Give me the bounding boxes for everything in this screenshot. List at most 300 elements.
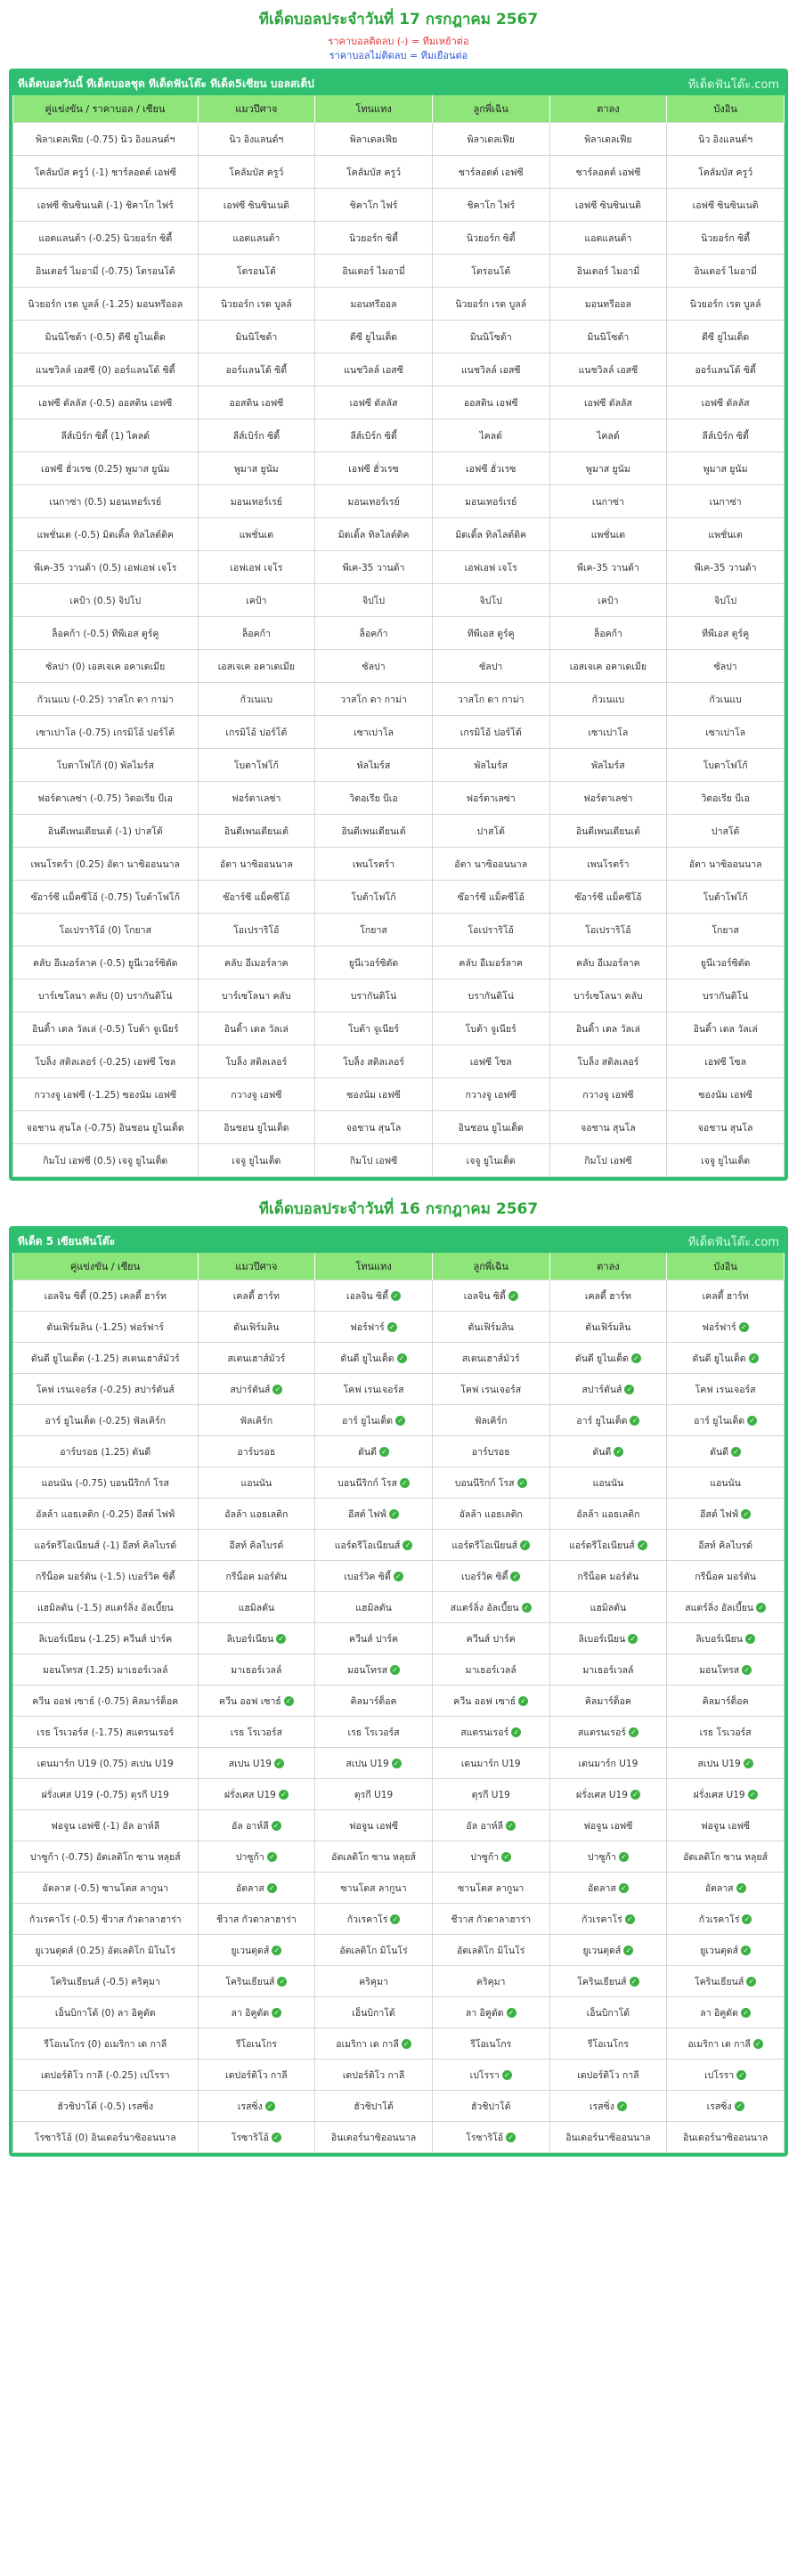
- table-row: [13, 222, 785, 255]
- pick-cell: [667, 123, 785, 156]
- pick-text: คลับ อีเมอร์ลาค: [459, 957, 523, 969]
- pick-cell: [315, 1144, 433, 1177]
- pick-text: ฟอจูน เอฟซี: [701, 1820, 751, 1832]
- pick-text: เปโรรา: [704, 2069, 735, 2081]
- pick-cell: [315, 1717, 433, 1748]
- match-text: ดันเฟิร์มลิน (-1.25) ฟอร์ฟาร์: [46, 1321, 165, 1333]
- table-body: [13, 123, 785, 1177]
- match-cell: [13, 1592, 199, 1623]
- pick-text: ปาซูก้า: [235, 1851, 264, 1863]
- match-cell: [13, 2122, 199, 2153]
- pick-text: ตุรกี U19: [354, 1789, 394, 1800]
- pick-cell: [432, 1499, 549, 1530]
- match-text: โอเปราริโอ้ (0) โกยาส: [59, 924, 151, 936]
- match-cell: [13, 419, 199, 452]
- legend-red-pre: ราคาบอลติดลบ: [328, 36, 397, 47]
- pick-text: โบต้า จูเนียร์: [347, 1023, 400, 1035]
- pick-text: วิตอเรีย บีเอ: [701, 792, 750, 804]
- pick-text: สปาร์ตันส์: [230, 1384, 271, 1395]
- pick-text: เปโรรา: [469, 2069, 500, 2081]
- pick-cell: [198, 2028, 315, 2060]
- pick-text: คริคุมา: [359, 1976, 388, 1987]
- pick-text: สเปน U19: [228, 1758, 272, 1769]
- check-circle-icon: ✓: [630, 1977, 639, 1987]
- pick-text: กรีน็อค มอร์ตัน: [577, 1571, 639, 1582]
- pick-cell: [432, 1654, 549, 1686]
- pick-cell: [432, 1841, 549, 1873]
- pick-text: เดปอร์ติโว กาลี: [342, 2069, 405, 2081]
- match-text: จอชาน สุนโล (-0.75) อินชอน ยูไนเต็ด: [26, 1122, 184, 1134]
- column-header-expert: ลูกพี่เฉิน: [432, 1253, 549, 1280]
- match-text: ฝรั่งเศส U19 (-0.75) ตุรกี U19: [41, 1789, 169, 1800]
- pick-text: แอนนัน: [592, 1477, 624, 1489]
- pick-cell: [315, 1012, 433, 1045]
- pick-cell: [315, 485, 433, 518]
- table-row: [13, 848, 785, 881]
- pick-cell: [667, 2091, 785, 2122]
- pick-text: โกยาส: [360, 924, 387, 936]
- check-circle-icon: ✓: [272, 2133, 281, 2142]
- pick-text: กัวเรคาโร่: [346, 1914, 388, 1925]
- pick-cell: [549, 353, 667, 386]
- check-circle-icon: ✓: [279, 1790, 289, 1800]
- pick-cell: [432, 353, 549, 386]
- pick-text: อาร์ ยูไนเต็ด: [694, 1415, 745, 1426]
- pick-text: ฟอจูน เอฟซี: [349, 1820, 398, 1832]
- pick-cell: [198, 1873, 315, 1904]
- pick-text: แนชวิลล์ เอสซี: [344, 364, 403, 376]
- pick-text: โบต้าโฟโก้: [703, 891, 748, 903]
- pick-cell: [549, 1045, 667, 1078]
- pick-cell: [198, 650, 315, 683]
- match-text: อาร์บรอธ (1.25) ดันดี: [60, 1446, 151, 1458]
- table-row: [13, 1810, 785, 1841]
- pick-text: จอชาน สุนโล: [581, 1122, 636, 1134]
- pick-text: แนชวิลล์ เอสซี: [578, 364, 638, 376]
- pick-text: เอลจิน ซิตี้: [346, 1290, 388, 1302]
- pick-text: อินเดอร์นาซิออนนาล: [565, 2132, 651, 2143]
- pick-cell: [198, 782, 315, 815]
- pick-text: จอชาน สุนโล: [346, 1122, 402, 1134]
- match-text: มอนโทรส (1.25) มาเธอร์เวลล์: [43, 1664, 168, 1676]
- legend-red-line: [9, 35, 788, 49]
- pick-cell: [198, 1841, 315, 1873]
- pick-cell: [667, 650, 785, 683]
- pick-cell: [432, 222, 549, 255]
- pick-text: ปาซูก้า: [587, 1851, 616, 1863]
- check-circle-icon: ✓: [736, 2070, 746, 2080]
- pick-cell: [432, 386, 549, 419]
- pick-text: สแตรนเรอร์: [460, 1727, 509, 1738]
- pick-text: เคป้า: [598, 595, 619, 606]
- column-header-expert: ตาลง: [549, 95, 667, 123]
- pick-text: จอชาน สุนโล: [697, 1122, 753, 1134]
- pick-cell: [315, 1997, 433, 2028]
- table-row: [13, 2091, 785, 2122]
- pick-cell: [198, 947, 315, 979]
- pick-text: นิวยอร์ก เรด บูลล์: [220, 298, 292, 310]
- match-cell: [13, 1841, 199, 1873]
- table-row: [13, 1111, 785, 1144]
- match-text: กรีน็อค มอร์ตัน (-1.5) เบอร์วิค ซิตี้: [36, 1571, 175, 1582]
- pick-text: กัวเนแบ: [591, 694, 625, 705]
- pick-text: เอสเจเค อคาเดเมีย: [569, 661, 647, 672]
- pick-cell: [198, 1343, 315, 1374]
- match-cell: [13, 782, 199, 815]
- pick-text: อาร์บรอธ: [471, 1446, 510, 1458]
- pick-cell: [198, 979, 315, 1012]
- pick-cell: [667, 1312, 785, 1343]
- pick-cell: [198, 1467, 315, 1499]
- check-circle-icon: ✓: [638, 1540, 647, 1550]
- pick-text: อัตลาส: [587, 1882, 616, 1894]
- pick-text: สแตร์ลิ่ง อัลเบี้ยน: [685, 1602, 754, 1613]
- pick-cell: [315, 1436, 433, 1467]
- match-text: กวางจู เอฟซี (-1.25) ซองนัม เอฟซี: [34, 1089, 177, 1101]
- match-cell: [13, 1935, 199, 1966]
- pick-cell: [432, 617, 549, 650]
- check-circle-icon: ✓: [748, 1790, 758, 1800]
- check-circle-icon: ✓: [520, 1540, 530, 1550]
- pick-cell: [667, 1748, 785, 1779]
- pick-text: เคลตี้ ฮาร์ท: [584, 1290, 631, 1302]
- table-row: [13, 452, 785, 485]
- pick-text: รีโอเนโกร: [587, 2038, 629, 2050]
- check-circle-icon: ✓: [617, 2101, 627, 2111]
- pick-text: อินเดอร์นาซิออนนาล: [330, 2132, 417, 2143]
- pick-cell: [315, 1111, 433, 1144]
- pick-cell: [667, 321, 785, 353]
- pick-cell: [549, 288, 667, 321]
- column-header-expert: ลูกพี่เฉิน: [432, 95, 549, 123]
- match-cell: [13, 123, 199, 156]
- pick-cell: [667, 1012, 785, 1045]
- pick-cell: [549, 123, 667, 156]
- day2-table: [12, 1253, 785, 2153]
- pick-cell: [198, 848, 315, 881]
- pick-cell: [549, 1904, 667, 1935]
- pick-text: เจจู ยูไนเต็ด: [701, 1155, 751, 1166]
- pick-text: โคลัมบัส ครูว์: [229, 167, 284, 178]
- pick-text: ลา อิคูดัด: [700, 2007, 738, 2019]
- pick-text: โรซาริโอ้: [231, 2132, 269, 2143]
- table-row: [13, 782, 785, 815]
- table-row: [13, 1012, 785, 1045]
- pick-cell: [549, 782, 667, 815]
- pick-text: กรีน็อค มอร์ตัน: [225, 1571, 288, 1582]
- pick-text: ปาสโต้: [711, 825, 740, 837]
- pick-cell: [315, 518, 433, 551]
- pick-cell: [198, 815, 315, 848]
- pick-cell: [667, 2122, 785, 2153]
- pick-cell: [667, 1144, 785, 1177]
- pick-cell: [432, 1111, 549, 1144]
- pick-cell: [667, 1280, 785, 1312]
- pick-cell: [198, 1592, 315, 1623]
- pick-text: ดันดี: [592, 1446, 612, 1458]
- pick-cell: [549, 189, 667, 222]
- table-row: [13, 1045, 785, 1078]
- pick-text: รีโอเนโกร: [235, 2038, 277, 2050]
- pick-cell: [315, 255, 433, 288]
- match-cell: [13, 1997, 199, 2028]
- match-cell: [13, 2091, 199, 2122]
- match-text: เอฟซี ฮั่วเรซ (0.25) พูมาส ยูนัม: [41, 463, 170, 475]
- pick-text: เดปอร์ติโว กาลี: [577, 2069, 639, 2081]
- check-circle-icon: ✓: [518, 1696, 528, 1706]
- check-circle-icon: ✓: [735, 2101, 744, 2111]
- day1-card-title: ทีเด็ดบอลวันนี้ ทีเด็ดบอลชุด ทีเด็ดฟันโต๊ะ ทีเด็ด5เซียน บอลสเต็ป: [18, 77, 314, 90]
- pick-text: บรากันติโน่: [468, 990, 514, 1002]
- pick-cell: [549, 518, 667, 551]
- pick-text: เอฟซี ดัลลัส: [701, 397, 750, 409]
- pick-text: อัตลาส: [704, 1882, 734, 1894]
- pick-cell: [315, 386, 433, 419]
- pick-cell: [198, 1499, 315, 1530]
- pick-cell: [667, 1499, 785, 1530]
- match-text: อินเตอร์ ไมอามี่ (-0.75) โตรอนโต้: [35, 265, 175, 277]
- match-text: กัวเรคาโร่ (-0.5) ชีวาส กัวดาลาฮาร่า: [28, 1914, 182, 1925]
- pick-text: พิลาเดลเฟีย: [584, 134, 632, 145]
- brand-logo: ทีเด็ดฟันโต๊ะ.com: [687, 77, 779, 92]
- pick-text: แพชั่นเต: [708, 529, 743, 540]
- column-header-expert: แมวปีศาจ: [198, 1253, 315, 1280]
- check-circle-icon: ✓: [747, 1416, 757, 1426]
- match-text: แฮมิลตัน (-1.5) สแตร์ลิ่ง อัลเบี้ยน: [37, 1602, 174, 1613]
- table-row: [13, 1405, 785, 1436]
- pick-cell: [667, 683, 785, 716]
- pick-text: อินติ้า เดล วัลเล่: [224, 1023, 289, 1035]
- pick-text: แนชวิลล์ เอสซี: [460, 364, 521, 376]
- pick-text: มอนทรีออล: [350, 298, 397, 310]
- table-row: [13, 485, 785, 518]
- pick-text: สเปน U19: [697, 1758, 741, 1769]
- pick-cell: [432, 979, 549, 1012]
- pick-text: ลีส์เบิร์ก ซิตี้: [702, 430, 749, 442]
- table-row: [13, 2060, 785, 2091]
- pick-cell: [549, 1561, 667, 1592]
- check-circle-icon: ✓: [510, 1572, 520, 1581]
- table-row: [13, 1748, 785, 1779]
- check-circle-icon: ✓: [517, 1478, 527, 1488]
- pick-text: ชาร์ลอตต์ เอฟซี: [458, 167, 524, 178]
- pick-text: อัตา นาซิออนนาล: [219, 858, 293, 870]
- check-circle-icon: ✓: [389, 1509, 399, 1519]
- pick-cell: [432, 1592, 549, 1623]
- pick-cell: [432, 1966, 549, 1997]
- pick-text: ดันเฟิร์มลิน: [468, 1321, 514, 1333]
- pick-text: กวางจู เอฟซี: [465, 1089, 516, 1101]
- match-cell: [13, 386, 199, 419]
- pick-text: อาร์ ยูไนเต็ด: [576, 1415, 628, 1426]
- pick-cell: [315, 617, 433, 650]
- pick-text: อีสท์ คิลไบรด์: [698, 1540, 753, 1551]
- pick-text: อัล อาห์ลี: [466, 1820, 504, 1832]
- check-circle-icon: ✓: [400, 1478, 410, 1488]
- pick-cell: [667, 518, 785, 551]
- match-cell: [13, 1654, 199, 1686]
- match-cell: [13, 914, 199, 947]
- pick-text: ควีนส์ ปาร์ค: [348, 1633, 399, 1645]
- pick-text: บอนนีริกก์ โรส: [338, 1477, 397, 1489]
- pick-text: เดนมาร์ก U19: [460, 1758, 521, 1769]
- pick-cell: [198, 452, 315, 485]
- pick-text: กิมโป เอฟซี: [584, 1155, 632, 1166]
- pick-text: โอเปราริโอ้: [233, 924, 280, 936]
- pick-cell: [198, 1561, 315, 1592]
- pick-text: อัลล้า แอธเลติก: [576, 1508, 640, 1520]
- day1-card-header: [12, 72, 785, 95]
- check-circle-icon: ✓: [742, 1665, 752, 1675]
- pick-text: โตรอนโต้: [471, 265, 511, 277]
- pick-text: เดปอร์ติโว กาลี: [225, 2069, 288, 2081]
- pick-cell: [549, 321, 667, 353]
- match-text: บาร์เซโลนา คลับ (0) บรากันติโน่: [38, 990, 173, 1002]
- pick-cell: [549, 452, 667, 485]
- pick-cell: [315, 2060, 433, 2091]
- pick-cell: [549, 222, 667, 255]
- pick-text: ดีซี ยูไนเต็ด: [702, 331, 750, 343]
- pick-text: ชีวาส กัวดาลาฮาร่า: [216, 1914, 297, 1925]
- pick-cell: [198, 222, 315, 255]
- pick-cell: [667, 551, 785, 584]
- match-cell: [13, 2060, 199, 2091]
- pick-cell: [667, 716, 785, 749]
- match-cell: [13, 848, 199, 881]
- pick-text: โรซาริโอ้: [466, 2132, 504, 2143]
- pick-text: ออสติน เอฟซี: [229, 397, 284, 409]
- pick-text: ซ๊อาร์ซี แม็คซีโอ้: [457, 891, 525, 903]
- check-circle-icon: ✓: [277, 1977, 287, 1987]
- pick-text: ทีพีเอส ตูร์คู: [702, 628, 750, 639]
- match-text: อินดีเพนเดียนเต้ (-1) ปาสโต้: [47, 825, 163, 837]
- pick-text: กวางจู เอฟซี: [231, 1089, 282, 1101]
- table-row: [13, 321, 785, 353]
- pick-text: โคฟ เรนเจอร์ส: [695, 1384, 756, 1395]
- pick-text: ล็อคก้า: [359, 628, 388, 639]
- pick-cell: [667, 584, 785, 617]
- pick-cell: [549, 485, 667, 518]
- pick-text: ฟอร์ฟาร์: [350, 1321, 385, 1333]
- pick-cell: [667, 386, 785, 419]
- pick-cell: [432, 1012, 549, 1045]
- pick-cell: [198, 1012, 315, 1045]
- pick-text: แอนนัน: [240, 1477, 272, 1489]
- pick-text: เนกาซ่า: [709, 496, 742, 508]
- pick-text: เรธ โรเวอร์ส: [347, 1727, 400, 1738]
- check-circle-icon: ✓: [625, 1914, 635, 1924]
- pick-cell: [667, 1841, 785, 1873]
- pick-cell: [667, 1592, 785, 1623]
- table-header-row: [13, 1253, 785, 1280]
- check-circle-icon: ✓: [756, 1603, 766, 1613]
- pick-cell: [432, 1904, 549, 1935]
- pick-cell: [549, 1111, 667, 1144]
- pick-cell: [315, 881, 433, 914]
- pick-text: อัตเลติโก ซาน หลุยส์: [683, 1851, 768, 1863]
- pick-cell: [432, 1623, 549, 1654]
- pick-cell: [432, 1997, 549, 2028]
- table-body: [13, 1280, 785, 2153]
- pick-text: ลิเบอร์เนียน: [695, 1633, 743, 1645]
- pick-text: เรธ โรเวอร์ส: [699, 1727, 752, 1738]
- match-text: เอ็นบิกาโด้ (0) ลา อิคูดัด: [54, 2007, 156, 2019]
- pick-text: ไคลด์: [479, 430, 502, 442]
- match-text: เพนโรตร้า (0.25) อัตา นาซิออนนาล: [30, 858, 180, 870]
- match-cell: [13, 1873, 199, 1904]
- match-text: โคฟ เรนเจอร์ส (-0.25) สปาร์ตันส์: [36, 1384, 175, 1395]
- pick-text: มอนทรีออล: [584, 298, 631, 310]
- pick-text: กวางจู เอฟซี: [582, 1089, 634, 1101]
- pick-text: กรีน็อค มอร์ตัน: [695, 1571, 756, 1582]
- pick-text: พีเค-35 วานต้า: [694, 562, 757, 573]
- pick-text: อีสต์ ไฟฟ์: [348, 1508, 387, 1520]
- pick-cell: [667, 1997, 785, 2028]
- pick-text: ฟัลเคิร์ก: [240, 1415, 273, 1426]
- pick-text: ชิคาโก ไฟร์: [349, 199, 398, 211]
- check-circle-icon: ✓: [749, 1353, 759, 1363]
- pick-text: กัวเนแบ: [709, 694, 742, 705]
- pick-text: อินชอน ยูไนเต็ด: [458, 1122, 524, 1134]
- match-cell: [13, 1078, 199, 1111]
- pick-cell: [549, 1997, 667, 2028]
- pick-cell: [315, 914, 433, 947]
- pick-text: ซ๊อาร์ซี แม็คซีโอ้: [223, 891, 290, 903]
- pick-text: ควีน ออฟ เซาธ์: [453, 1695, 516, 1707]
- match-cell: [13, 452, 199, 485]
- pick-cell: [667, 1966, 785, 1997]
- day2-card: [9, 1226, 788, 2157]
- pick-text: นิวยอร์ก เรด บูลล์: [689, 298, 761, 310]
- pick-cell: [315, 353, 433, 386]
- pick-text: อเมริกา เด กาลี: [687, 2038, 751, 2050]
- check-circle-icon: ✓: [506, 1821, 516, 1831]
- pick-cell: [198, 518, 315, 551]
- pick-cell: [198, 584, 315, 617]
- pick-text: อินเดอร์นาซิออนนาล: [682, 2132, 769, 2143]
- pick-cell: [315, 1343, 433, 1374]
- pick-cell: [315, 1935, 433, 1966]
- pick-text: เอฟเอฟ เจโร: [464, 562, 517, 573]
- match-cell: [13, 1012, 199, 1045]
- pick-text: ยูเวนตุดส์: [700, 1945, 739, 1956]
- match-cell: [13, 1312, 199, 1343]
- pick-cell: [432, 815, 549, 848]
- pick-cell: [315, 222, 433, 255]
- pick-text: อัล อาห์ลี: [232, 1820, 269, 1832]
- check-circle-icon: ✓: [629, 1727, 638, 1737]
- pick-text: ยูเวนตุดส์: [582, 1945, 622, 1956]
- table-row: [13, 1686, 785, 1717]
- table-row: [13, 1078, 785, 1111]
- check-circle-icon: ✓: [630, 1416, 639, 1426]
- pick-text: นิวยอร์ก เรด บูลล์: [455, 298, 527, 310]
- pick-text: ชีวาส กัวดาลาฮาร่า: [451, 1914, 532, 1925]
- pick-cell: [549, 2028, 667, 2060]
- pick-cell: [549, 1405, 667, 1436]
- pick-cell: [432, 1374, 549, 1405]
- pick-text: อีสต์ ไฟฟ์: [700, 1508, 739, 1520]
- pick-cell: [667, 156, 785, 189]
- pick-text: อัตา นาซิออนนาล: [688, 858, 762, 870]
- table-row: [13, 1530, 785, 1561]
- pick-cell: [667, 979, 785, 1012]
- pick-cell: [315, 452, 433, 485]
- pick-cell: [432, 1561, 549, 1592]
- pick-cell: [432, 947, 549, 979]
- pick-cell: [667, 617, 785, 650]
- pick-cell: [667, 1623, 785, 1654]
